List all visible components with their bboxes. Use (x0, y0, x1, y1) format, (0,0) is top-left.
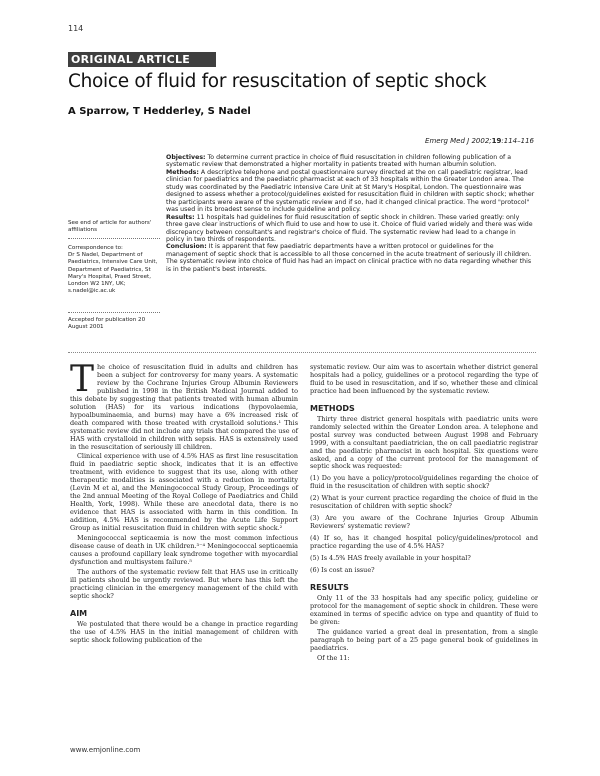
question-item: (3) Are you aware of the Cochrane Injuries Group Albumin Reviewers' systematic review? (310, 514, 538, 531)
article-title: Choice of fluid for resuscitation of septic shock (68, 71, 487, 92)
drop-cap: T (70, 359, 95, 400)
abstract (166, 154, 536, 273)
intro-paragraph: Clinical experience with use of 4.5% HAS as first line resuscitation fluid in paediatric septic shock, indicates that it is an effective treatment, with evidence to suggest that its use, along with other therapeutic modalities is associated with a reduction in mortality (Levin M et al, and the Meningococcal Study Group, Proceedings of the 2nd annual Meeting of the Royal College of Paediatrics and Child Health, York, 1998). While these are anecdotal data, there is no evidence that HAS is associated with harm in this condition. In addition, 4.5% HAS is recommended by the Acute Life Support Group as initial resuscitation fluid in children with septic shock.² (70, 452, 298, 533)
question-item: (6) Is cost an issue? (310, 566, 375, 575)
abstract-label: Results: (166, 213, 195, 221)
correspondence-label: Correspondence to: (68, 245, 123, 251)
abstract-text: 11 hospitals had guidelines for fluid resuscitation of septic shock in children. These varied greatly: only three gave clear instructions of which fluid to use and how to use it. Choice of fluid varied widely and there was wide discrepancy between consultant's and registrar's choice of fluid. The systematic review had lead to a change in policy in two thirds of respondents. (166, 213, 533, 243)
question-item: (1) Do you have a policy/protocol/guidelines regarding the choice of fluid in the resuscitation of children with septic shock? (310, 474, 538, 491)
aim-continued-paragraph: systematic review. Our aim was to ascertain whether district general hospitals had a policy, guidelines or a protocol regarding the type of fluid to be used in resuscitation, and if so, whether these and clinical practice had been influenced by the systematic review. (310, 363, 538, 395)
abstract-text: A descriptive telephone and postal questionnaire survey directed at the on call paediatric registrar, lead clinician for paediatrics and the paediatric pharmacist at each of 33 hospitals within the Greater London area. The study was coordinated by the Paediatric Intensive Care Unit at St Mary's Hospital, London. The questionnaire was designed to assess whether a protocol/guidelines existed for resuscitation fluid in children with septic shock; whether the participants were aware of the systematic review and if so, had it changed clinical practice. The word "protocol" was used in its broadest sense to include guideline and policy. (166, 168, 535, 214)
citation (425, 137, 534, 145)
question-item: (4) If so, has it changed hospital policy/guidelines/protocol and practice regarding the use of 4.5% HAS? (310, 534, 538, 551)
citation-pages: :114–116 (501, 137, 534, 145)
abstract-results (166, 214, 536, 244)
abstract-text: It is apparent that few paediatric departments have a written protocol or guidelines for the management of septic shock that is accessible to all those concerned in the acute treatment of seriously ill children. The systematic review into choice of fluid has had an impact on clinical practice with no data regarding whether this is in the patient's best interests. (166, 243, 532, 273)
correspondence-address: Dr S Nadel, Department of Paediatrics, Intensive Care Unit, Department of Paediatrics, St Mary's Hospital, Praed Street, London W2 1NY, UK; s.nadel@ic.ac.uk (68, 252, 158, 295)
section-divider (68, 352, 536, 353)
section-heading-aim: AIM (70, 608, 88, 618)
journal-url[interactable]: www.emjonline.com (70, 746, 141, 754)
section-heading-methods: METHODS (310, 403, 355, 413)
journal-name: Emerg Med J (425, 137, 470, 145)
abstract-label: Methods: (166, 168, 199, 176)
abstract-conclusion (166, 243, 536, 273)
question-item: (2) What is your current practice regarding the choice of fluid in the resuscitation of children with septic shock? (310, 494, 538, 511)
results-paragraph: The guidance varied a great deal in presentation, from a single paragraph to being part of a 25 page general book of guidelines in paediatrics. (310, 627, 538, 652)
article-type-banner: ORIGINAL ARTICLE (68, 52, 216, 67)
sidebar-divider (68, 238, 160, 239)
aim-paragraph: We postulated that there would be a change in practice regarding the use of 4.5% HAS in the initial management of children with septic shock following publication of the (70, 619, 298, 644)
results-paragraph: Only 11 of the 33 hospitals had any specific policy, guideline or protocol for the management of septic shock in children. These were examined in terms of specific advice on type and quantity of fluid to be given: (310, 593, 538, 626)
question-item: (5) Is 4.5% HAS freely available in your hospital? (310, 554, 471, 563)
body-column-right (310, 364, 538, 665)
abstract-label: Conclusion: (166, 243, 207, 251)
abstract-label: Objectives: (166, 154, 206, 161)
results-paragraph: Of the 11: (317, 653, 350, 662)
section-heading-results: RESULTS (310, 582, 349, 592)
body-column-left (70, 359, 298, 646)
abstract-methods (166, 169, 536, 214)
intro-paragraph (70, 359, 298, 451)
affiliations-note: See end of article for authors' affiliations (68, 220, 152, 234)
citation-volume: 19 (491, 137, 502, 145)
citation-year: 2002; (471, 137, 492, 145)
page-number: 114 (68, 24, 84, 33)
correspondence-block (68, 245, 160, 295)
intro-paragraph: The authors of the systematic review felt that HAS use in critically ill patients should be urgently reviewed. But where has this left the practicing clinician in the emergency management of the child with septic shock? (70, 567, 298, 600)
intro-paragraph: Meningococcal septicaemia is now the most common infectious disease cause of death in UK children.³⁻⁴ Meningococcal septicaemia causes a profound capillary leak syndrome together with myocardial dysfunction and multisystem failure.⁵ (70, 534, 298, 566)
accepted-date: Accepted for publication 20 August 2001 (68, 317, 146, 331)
sidebar-divider (68, 312, 160, 313)
abstract-objectives (166, 154, 536, 169)
author-list: A Sparrow, T Hedderley, S Nadel (68, 106, 251, 117)
abstract-text: To determine current practice in choice of fluid resuscitation in children following publication of a systematic review that demonstrated a higher mortality in patients treated with human albumin solution. (166, 154, 512, 169)
intro-text: he choice of resuscitation fluid in adults and children has been a subject for controversy for many years. A systematic review by the Cochrane Injuries Group Albumin Reviewers published in 1998 in the British Medical Journal added to this debate by suggesting that patients treated with human albumin solution (HAS) for its various indications (hypovolaemia, hypoalbuminaemia, and burns) may have a 6% increased risk of death compared with those treated with crystalloid solutions.¹ This systematic review did not include any trials that compared the use of HAS with crystalloid in children with sepsis. HAS is extensively used in the resuscitation of seriously ill children. (70, 363, 298, 451)
methods-paragraph: Thirty three district general hospitals with paediatric units were randomly selected within the Greater London area. A telephone and postal survey was conducted between August 1998 and February 1999, with a consultant paediatrician, the on call paediatric registrar and the paediatric pharmacist in each hospital. Six questions were asked, and a copy of the current protocol for the management of septic shock was requested: (310, 414, 538, 471)
